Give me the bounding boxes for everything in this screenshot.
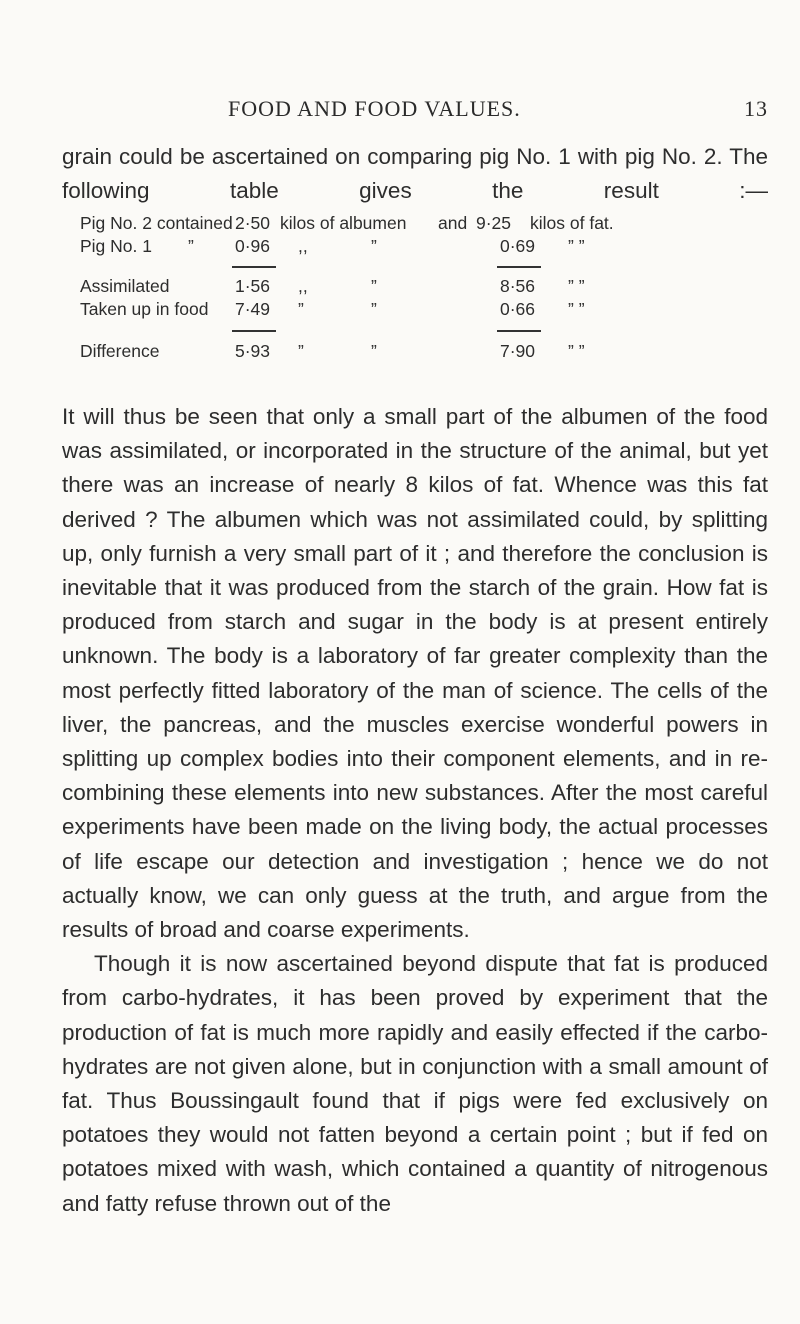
row-label: Pig No. 2 contained: [80, 213, 233, 233]
intro-paragraph: [62, 140, 768, 208]
fat-prefix: ”: [371, 276, 377, 296]
albumen-value: 2·50: [235, 213, 271, 233]
row-label: Taken up in food: [80, 299, 209, 319]
divider: [497, 266, 541, 268]
fat-unit: ” ”: [568, 341, 585, 361]
paragraph: Though it is now ascertained beyond dispute that fat is produced from carbo-hydrates, it has been proved by experiment that the production of fat is much more rapidly and easily effected if the carbo-hydrates are not given alone, but in conjunction with a small amount of fat. Thus Boussingault found that if pigs were fed exclusively on potatoes they would not fatten beyond a certain point ; but if fed on potatoes mixed with wash, which contained a quantity of nitrogenous and fatty refuse thrown out of the: [62, 951, 768, 1216]
albumen-value: 5·93: [235, 341, 271, 361]
fat-unit: ” ”: [568, 236, 585, 256]
albumen-unit: kilos of albumen: [280, 213, 407, 233]
table-row: [80, 341, 770, 365]
fat-unit: kilos of fat.: [530, 213, 614, 233]
row-label: Pig No. 1: [80, 236, 152, 256]
divider: [232, 266, 276, 268]
table-row: [80, 299, 770, 323]
paragraph: It will thus be seen that only a small part of the albumen of the food was assimilated, or incorporated in the structure of the animal, but yet there was an increase of nearly 8 kilos of fat. Whence was this fat derived ? The albumen which was not assimilated could, by splitting up, only furnish a very small part of it ; and therefore the conclusion is inevitable that it was produced from the starch of the grain. How fat is produced from starch and sugar in the body is at present entirely unknown. The body is a laboratory of far greater complexity than the most perfectly fitted laboratory of the man of science. The cells of the liver, the pancreas, and the muscles exercise wonderful powers in splitting up complex bodies into their component elements, and in re-combining these elements into new substances. After the most careful experiments have been made on the living body, the actual processes of life escape our detection and investigation ; hence we do not actually know, we can only guess at the truth, and argue from the results of broad and coarse experiments.: [62, 404, 768, 943]
albumen-value: 1·56: [235, 276, 271, 296]
fat-value: 9·25: [476, 213, 512, 233]
fat-prefix: ”: [371, 299, 377, 319]
table-row: [80, 276, 770, 300]
fat-prefix: ”: [371, 341, 377, 361]
divider: [497, 330, 541, 332]
ditto-mark: ”: [188, 236, 194, 256]
fat-value: 8·56: [500, 276, 536, 296]
albumen-unit: ”: [298, 341, 304, 361]
albumen-unit: ,,: [298, 276, 308, 296]
intro-text: grain could be ascertained on comparing pig No. 1 with pig No. 2. The following table gives the result :—: [62, 144, 768, 203]
albumen-unit: ,,: [298, 236, 308, 256]
fat-prefix: ”: [371, 236, 377, 256]
albumen-value: 0·96: [235, 236, 271, 256]
albumen-value: 7·49: [235, 299, 271, 319]
row-label: Difference: [80, 341, 160, 361]
body-text: [62, 400, 768, 1221]
divider: [232, 330, 276, 332]
fat-value: 7·90: [500, 341, 536, 361]
table-row: [80, 213, 770, 237]
fat-value: 0·66: [500, 299, 536, 319]
fat-prefix: and: [438, 213, 468, 233]
fat-unit: ” ”: [568, 299, 585, 319]
fat-value: 0·69: [500, 236, 536, 256]
page-number: 13: [744, 96, 768, 121]
running-title: FOOD AND FOOD VALUES.: [228, 96, 521, 121]
fat-unit: ” ”: [568, 276, 585, 296]
row-label: Assimilated: [80, 276, 170, 296]
albumen-unit: ”: [298, 299, 304, 319]
table-row: [80, 236, 770, 260]
